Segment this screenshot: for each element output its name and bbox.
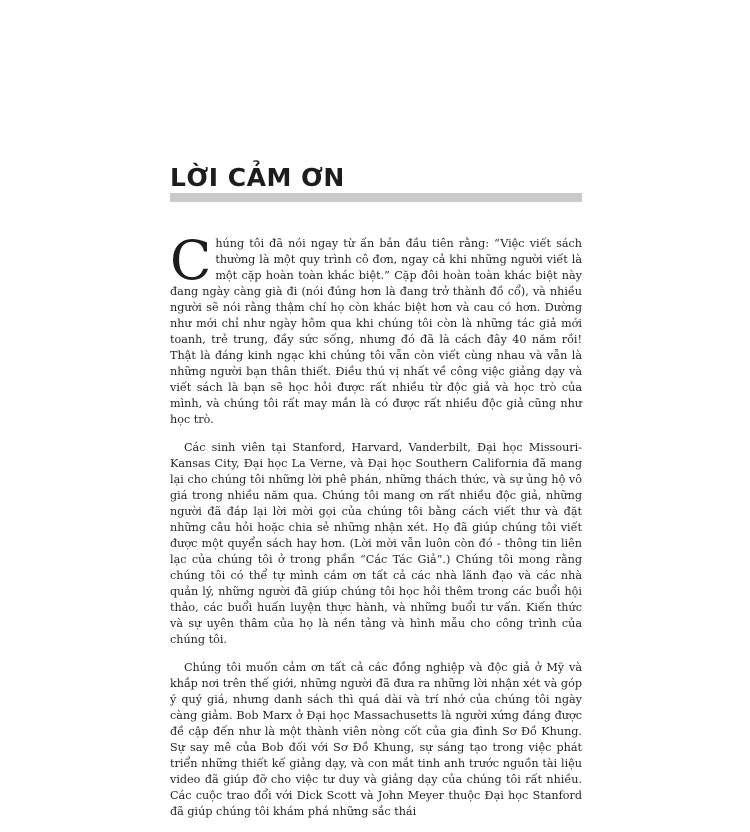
paragraph-1: Chúng tôi đã nói ngay từ ấn bản đầu tiên rằng: “Việc viết sách thường là một quy trình cô đơn, ngay cả khi những người viết là một cặp hoàn toàn khác biệt.” Cặp đôi hoàn toàn khác biệt này đang ngày càng già đi (nói đúng hơn là đang trở thành đồ cổ), và nhiều người sẽ nói rằng thậm chí họ còn khác biệt hơn và cau có hơn. Dường như mới chỉ như ngày hôm qua khi chúng tôi còn là những tác giả mới toanh, trẻ trung, đầy sức sống, nhưng đó đã là cách đây 40 năm rồi! Thật là đáng kinh ngạc khi chúng tôi vẫn còn viết cùng nhau và vẫn là những người bạn thân thiết. Điều thú vị nhất về công việc giảng dạy và viết sách là bạn sẽ học hỏi được rất nhiều từ độc giả và học trò của mình, và chúng tôi rất may mắn là có được rất nhiều độc giả cũng như học trò. [170,229,582,426]
chapter-title: LỜI CẢM ƠN [170,163,345,192]
body-text [170,229,582,832]
paragraph-2: Các sinh viên tại Stanford, Harvard, Vanderbilt, Đại học Missouri-Kansas City, Đại học La Verne, và Đại học Southern California đã mang lại cho chúng tôi những lời phê phán, những thách thức, và sự ủng hộ vô giá trong nhiều năm qua. Chúng tôi mang ơn rất nhiều độc giả, những người đã đáp lại lời mời gọi của chúng tôi bằng cách viết thư và đặt những câu hỏi hoặc chia sẻ những nhận xét. Họ đã giúp chúng tôi viết được một quyển sách hay hơn. (Lời mời vẫn luôn còn đó - thông tin liên lạc của chúng tôi ở trong phần “Các Tác Giả”.) Chúng tôi mong rằng chúng tôi có thể tự mình cám ơn tất cả các nhà lãnh đạo và các nhà quản lý, những người đã giúp chúng tôi học hỏi thêm trong các buổi hội thảo, các buổi huấn luyện thực hành, và những buổi tư vấn. Kiến thức và sự uyên thâm của họ là nền tảng và hình mẫu cho công trình của chúng tôi. [170,441,582,646]
paragraph-3: Chúng tôi muốn cảm ơn tất cả các đồng nghiệp và độc giả ở Mỹ và khắp nơi trên thế giới, những người đã đưa ra những lời nhận xét và góp ý quý giá, nhưng danh sách thì quá dài và trí nhớ của chúng tôi ngày càng giảm. Bob Marx ở Đại học Massachusetts là người xứng đáng được đề cập đến như là một thành viên nòng cốt của gia đình Sơ Đồ Khung. Sự say mê của Bob đối với Sơ Đồ Khung, sự sáng tạo trong việc phát triển những thiết kế giảng dạy, và con mắt tinh anh trước nguồn tài liệu video đã giúp đỡ cho việc tư duy và giảng dạy của chúng tôi rất nhiều. Các cuộc trao đổi với Dick Scott và John Meyer thuộc Đại học Stanford đã giúp chúng tôi khám phá những sắc thái [170,661,582,818]
title-divider-bar [170,193,582,202]
